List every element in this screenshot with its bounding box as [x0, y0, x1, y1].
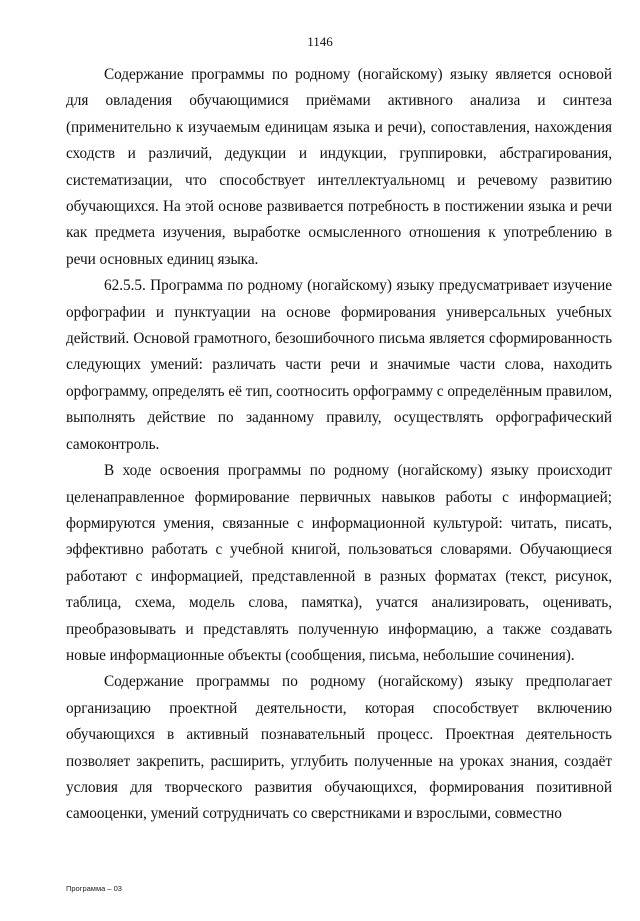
paragraph-3: В ходе освоения программы по родному (ногайскому) языку происходит целенаправленное формирование первичных навыков работы с информацией; формируются умения, связанные с информационной культурой: читать, писать, эффективно работать с учебной книгой, пользоваться словарями. Обучающиеся работают с информацией, представленной в разных форматах (текст, рисунок, таблица, схема, модель слова, памятка), учатся анализировать, оценивать, преобразовывать и представлять полученную информацию, а также создавать новые информационные объекты (сообщения, письма, небольшие сочинения). — [66, 462, 612, 664]
document-body — [66, 62, 612, 828]
paragraph-2: 62.5.5. Программа по родному (ногайскому) языку предусматривает изучение орфографии и пунктуации на основе формирования универсальных учебных действий. Основой грамотного, безошибочного письма является сформированность следующих умений: различать части речи и значимые части слова, находить орфограмму, определять её тип, соотносить орфограмму с определённым правилом, выполнять действие по заданному правилу, осуществлять орфографический самоконтроль. — [66, 277, 612, 453]
paragraph-1: Содержание программы по родному (ногайскому) языку является основой для овладения обучающимися приёмами активного анализа и синтеза (применительно к изучаемым единицам языка и речи), сопоставления, нахождения сходств и различий, дедукции и индукции, группировки, абстрагирования, систематизации, что способствует интеллектуальномц и речевому развитию обучающихся. На этой основе развивается потребность в постижении языка и речи как предмета изучения, выработке осмысленного отношения к употреблению в речи основных единиц языка. — [66, 66, 612, 268]
page-footer: Программа – 03 — [66, 884, 122, 893]
paragraph-4: Содержание программы по родному (ногайскому) языку предполагает организацию проектной деятельности, которая способствует включению обучающихся в активный познавательный процесс. Проектная деятельность позволяет закрепить, расширить, углубить полученные на уроках знания, создаёт условия для творческого развития обучающихся, формирования позитивной самооценки, умений сотрудничать со сверстниками и взрослыми, совместно — [66, 673, 612, 823]
page-number: 1146 — [307, 34, 333, 49]
